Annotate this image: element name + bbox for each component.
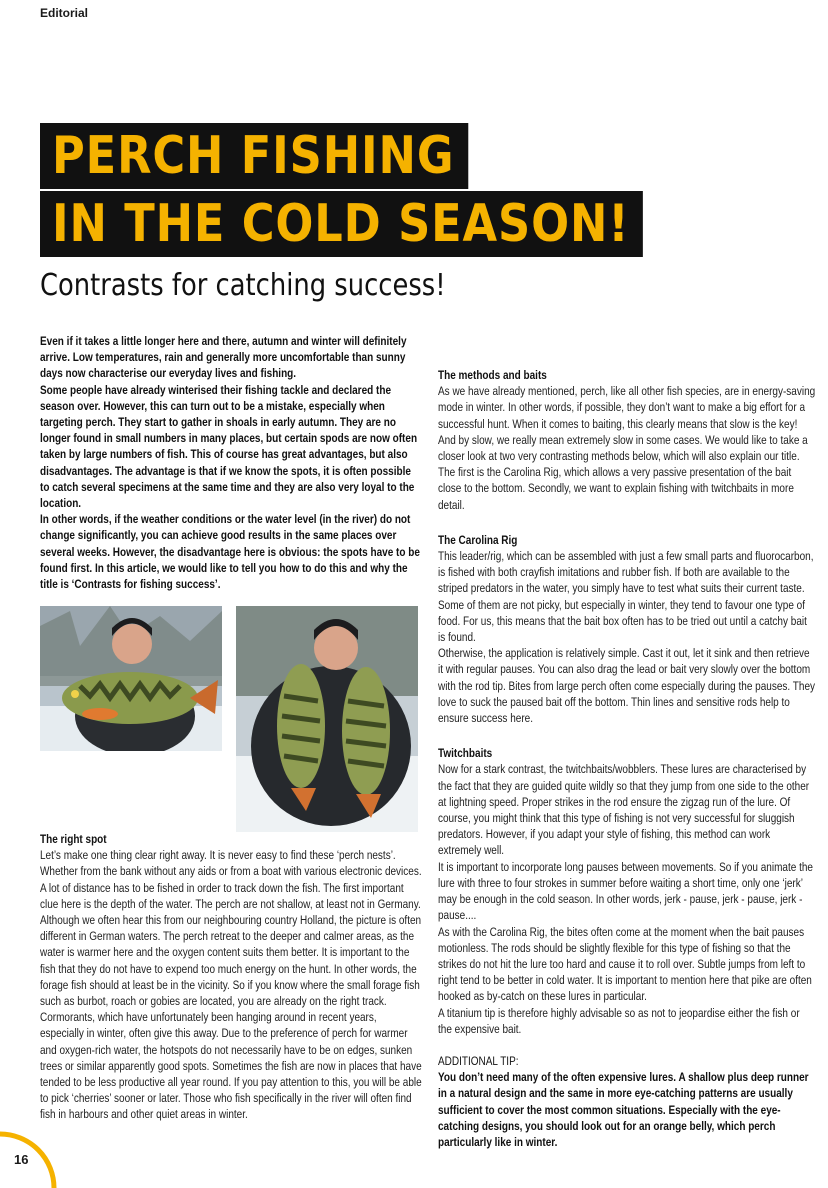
right-spot-section <box>40 831 422 1123</box>
subheadline: Contrasts for catching success! <box>40 268 446 303</box>
section-heading: Twitchbaits <box>438 746 493 761</box>
right-column <box>438 367 816 1150</box>
headline-line-1: PERCH FISHING <box>40 123 468 189</box>
section-body: Let’s make one thing clear right away. It is never easy to find these ‘perch nests’. Whether from the bank without any aids or from a boat with various electronic devices. A lot of distance has to be fished in order to track down the fish. The first important clue here is the depth of the water. The perch are not shallow, at least not in Germany. Although we often hear this from our neighbouring country Holland, the picture is often different in German waters. The perch retreat to the deeper and calmer areas, as the water is warmer here and the oxygen content suits them better. It is important to the fish that they do not have to expend too much energy on the hunt. In other words, the forage fish should at least be in the vicinity. So if you know where the small forage fish such as burbot, roach or gobies are located, you are already on the right track. Cormorants, which have unfortunately been hanging around in recent years, especially in winter, often give this away. Due to the preference of perch for warmer and oxygen-rich water, the hotspots do not necessarily have to be on edges, sunken trees or similar apparently good spots. Sometimes the fish are now in places that have tended to be less productive all year round. If you pay attention to this, you will be able to pick ‘cherries’ sooner or later. Those who fish specifically in the river will often find fish in harbours and other quiet areas in winter. <box>40 848 422 1122</box>
corner-arc-decoration <box>0 1128 60 1188</box>
section-body: Otherwise, the application is relatively simple. Cast it out, let it sink and then retrieve it with regular pauses. You can also drag the lead or bait very slowly over the bottom with the rod tip. Bites from large perch often come especially during the pauses. They love to suck the paused bait off the bottom. Thin lines and sensitive rods help to ensure success here. <box>438 646 816 726</box>
section-heading: The right spot <box>40 832 107 846</box>
tip-body: You don’t need many of the often expensive lures. A shallow plus deep runner in a natural design and the same in more eye-catching patterns are usually sufficient to cover the most common situations. Especially with the eye-catching designs, you should look out for an orange belly, which perch particularly like in winter. <box>438 1070 809 1149</box>
intro-column <box>40 333 422 592</box>
intro-paragraph: Some people have already winterised their fishing tackle and declared the season over. However, this can turn out to be a mistake, especially when targeting perch. They start to gather in shoals in early autumn. They are no longer found in small numbers in many places, but certain spods are now often taken by large numbers of fish. This of course has great advantages, but also disadvantages. The advantage is that if we know the spots, it is often possible to catch several specimens at the same time and they are also very loyal to the location. <box>40 382 418 511</box>
section-body: This leader/rig, which can be assembled with just a few small parts and fluorocarbon, is fished with both crayfish imitations and rubber fish. If both are available to the striped predators in the water, you simply have to test what suits their current taste. Some of them are not picky, but especially in winter, they tend to favour one type of food. For us, this means that the bait box often has to be tried out until a catchy bait is found. <box>438 549 814 645</box>
section-body: As with the Carolina Rig, the bites often come at the moment when the bait pauses motionless. The rods should be slightly flexible for this type of fishing so that the strikes do not hit the lure too hard and cause it to roll over. Subtle jumps from left to right tend to be better in cold water. It is important to mention here that pike are often hooked as by-catch on these lures in particular. <box>438 924 812 1004</box>
section-body: It is important to incorporate long pauses between movements. So if you animate the lure with three to four strokes in summer before waiting a short time, only one ‘jerk’ may be enough in the cold season. In other words, jerk - pause, jerk - pause, jerk - pause.... <box>438 859 813 923</box>
section-heading: The Carolina Rig <box>438 532 518 547</box>
section-heading: The methods and baits <box>438 368 547 382</box>
perch-photo-left <box>40 606 222 751</box>
section-body: As we have already mentioned, perch, like all other fish species, are in energy-saving mode in winter. In other words, if possible, they don’t want to make a big effort for a successful hunt. When it comes to baiting, this clearly means that slow is the key! And by slow, we really mean extremely slow in some cases. We would like to take a closer look at two very contrasting methods below, which will also explain our title. The first is the Carolina Rig, which allows a very passive presentation of the bait close to the bottom. Secondly, we want to explain fishing with twitchbaits in more detail. <box>438 384 816 512</box>
page-number: 16 <box>14 1152 29 1167</box>
section-label: Editorial <box>40 6 89 20</box>
tip-heading: ADDITIONAL TIP: <box>438 1053 519 1068</box>
intro-paragraph: Even if it takes a little longer here and there, autumn and winter will definitely arrive. Low temperatures, rain and generally more uncomfortable than sunny days now characterise our everyday lives and fishing. <box>40 334 407 381</box>
section-body: A titanium tip is therefore highly advisable so as not to jeopardise either the fish or the expensive bait. <box>438 1005 800 1036</box>
perch-photo-right <box>236 606 418 832</box>
headline-line-2: IN THE COLD SEASON! <box>40 191 643 257</box>
intro-paragraph: In other words, if the weather conditions or the water level (in the river) do not change significantly, you can achieve good results in the same places over several weeks. However, the disadvantage here is obvious: the spots have to be found first. In this article, we would like to tell you how to do this and why the title is ‘Contrasts for fishing success’. <box>40 512 420 592</box>
section-body: Now for a stark contrast, the twitchbaits/wobblers. These lures are characterised by the fact that they are guided quite wildly so that they jump from one side to the other at lightning speed. Proper strikes in the rod ensure the zigzag run of the lure. Of course, you might think that this type of fishing is not very successful for sluggish predators. However, if you adapt your style of fishing, this method can work extremely well. <box>438 762 810 858</box>
